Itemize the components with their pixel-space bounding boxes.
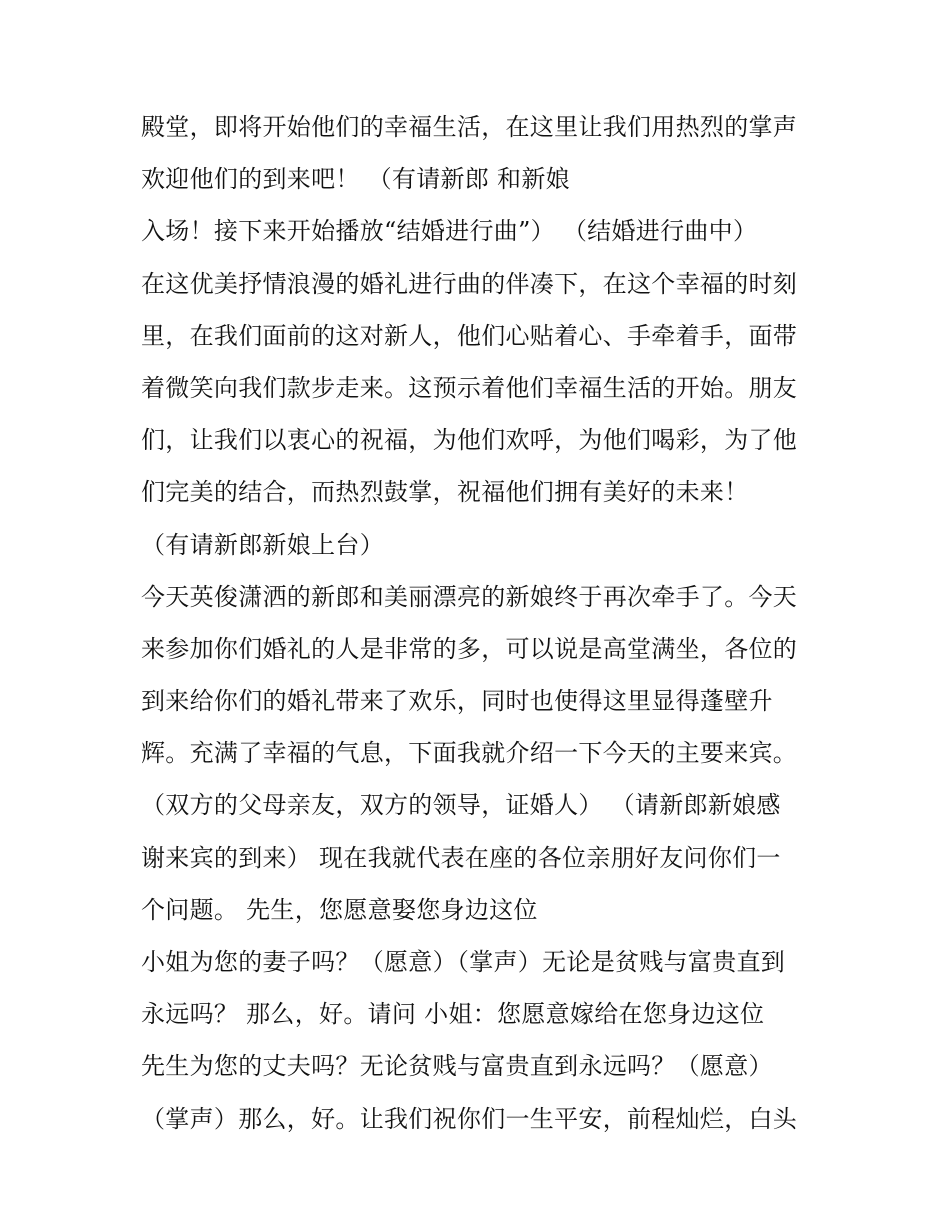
text-line: 在这优美抒情浪漫的婚礼进行曲的伴凑下，在这个幸福的时刻 [141, 269, 798, 298]
text-line: 欢迎他们的到来吧！ （有请新郎 和新娘 [141, 165, 570, 194]
text-line: 谢来宾的到来） 现在我就代表在座的各位亲朋好友问你们一 [141, 843, 781, 872]
text-line: 来参加你们婚礼的人是非常的多，可以说是高堂满坐，各位的 [141, 634, 798, 663]
text-line: 到来给你们的婚礼带来了欢乐，同时也使得这里显得蓬壁升 [141, 687, 773, 716]
text-line: （掌声）那么，好。让我们祝你们一生平安，前程灿烂，白头 [141, 1104, 798, 1133]
text-line: 着微笑向我们款步走来。这预示着他们幸福生活的开始。朋友 [141, 373, 798, 402]
text-line: 们，让我们以衷心的祝福，为他们欢呼，为他们喝彩，为了他 [141, 426, 798, 455]
text-line: 今天英俊潇洒的新郎和美丽漂亮的新娘终于再次牵手了。今天 [141, 582, 798, 611]
text-line: 们完美的结合，而热烈鼓掌，祝福他们拥有美好的未来！ [141, 478, 749, 507]
body-text [141, 107, 821, 1151]
text-line: 入场！接下来开始播放“结婚进行曲”） （结婚进行曲中） [141, 217, 758, 246]
text-line: 个问题。 先生，您愿意娶您身边这位 [141, 895, 538, 924]
text-line: 小姐为您的妻子吗？（愿意）（掌声）无论是贫贱与富贵直到 [141, 948, 786, 976]
text-line: 辉。充满了幸福的气息，下面我就介绍一下今天的主要来宾。 [141, 739, 798, 768]
text-line: （有请新郎新娘上台） [141, 530, 384, 559]
text-line: 永远吗？ 那么，好。请问 小姐：您愿意嫁给在您身边这位 [141, 1000, 765, 1029]
text-line: （双方的父母亲友，双方的领导，证婚人） （请新郎新娘感 [141, 791, 781, 820]
text-line: 殿堂，即将开始他们的幸福生活，在这里让我们用热烈的掌声 [141, 113, 798, 141]
text-line: 里，在我们面前的这对新人，他们心贴着心、手牵着手，面带 [141, 321, 798, 350]
text-line: 先生为您的丈夫吗？无论贫贱与富贵直到永远吗？（愿意） [141, 1052, 773, 1081]
